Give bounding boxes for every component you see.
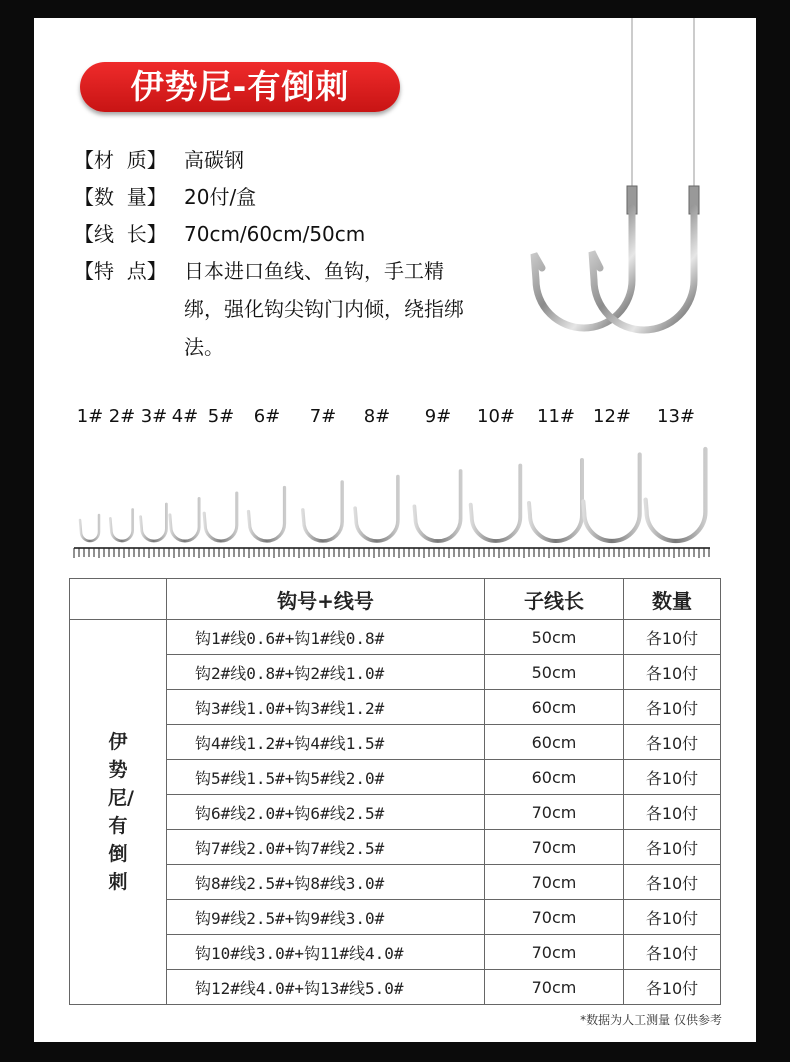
header-spec: 钩号+线号: [167, 579, 485, 620]
cell-qty: 各10付: [624, 795, 721, 830]
cell-spec: 钩10#线3.0#+钩11#线4.0#: [167, 935, 485, 970]
spec-key: 【特 点】: [74, 259, 167, 283]
size-label: 9#: [424, 406, 452, 427]
hooks-and-ruler: [34, 398, 756, 558]
spec-key: 【线 长】: [74, 222, 167, 246]
footnote: *数据为人工测量 仅供参考: [580, 1013, 722, 1027]
size-label: 11#: [537, 406, 575, 427]
cell-qty: 各10付: [624, 900, 721, 935]
table-row: [70, 935, 721, 970]
spec-key: 【数 量】: [74, 185, 167, 209]
hook-shape: [355, 477, 398, 542]
model-cell: [70, 620, 167, 1005]
hook-shape: [646, 449, 706, 541]
table-row: [70, 760, 721, 795]
size-label: 1#: [76, 406, 104, 427]
table-row: [70, 830, 721, 865]
spec-list: [74, 146, 474, 359]
size-label: 4#: [171, 406, 199, 427]
hook-shape: [414, 471, 460, 541]
size-label: 5#: [207, 406, 235, 427]
table-row: [70, 865, 721, 900]
cell-length: 70cm: [485, 795, 624, 830]
cell-length: 50cm: [485, 655, 624, 690]
hook-shape: [249, 488, 285, 542]
cell-qty: 各10付: [624, 620, 721, 655]
table-corner: [70, 579, 167, 620]
size-label: 6#: [253, 406, 281, 427]
cell-length: 70cm: [485, 970, 624, 1005]
cell-qty: 各10付: [624, 655, 721, 690]
table-row: [70, 725, 721, 760]
hook-illustration: [514, 18, 754, 358]
table-row: [70, 970, 721, 1005]
size-label: 3#: [140, 406, 168, 427]
cell-qty: 各10付: [624, 970, 721, 1005]
product-card: [34, 18, 756, 1042]
spec-value: 日本进口鱼线、鱼钩，手工精绑，强化钩尖钩门内倾，绕指绑法。: [184, 259, 464, 359]
hook-shape: [170, 499, 199, 542]
spec-key: 【材 质】: [74, 148, 167, 172]
hook-shape: [204, 493, 237, 541]
table-row: [70, 900, 721, 935]
cell-spec: 钩9#线2.5#+钩9#线3.0#: [167, 900, 485, 935]
cell-qty: 各10付: [624, 865, 721, 900]
cell-length: 70cm: [485, 900, 624, 935]
hook-shape: [303, 482, 342, 541]
cell-spec: 钩6#线2.0#+钩6#线2.5#: [167, 795, 485, 830]
hook-shape: [110, 510, 132, 541]
size-label: 12#: [593, 406, 631, 427]
hook-size-chart: [34, 398, 756, 558]
table-row: [70, 690, 721, 725]
size-label: 13#: [657, 406, 695, 427]
hook-shape: [583, 455, 639, 542]
header-qty: 数量: [624, 579, 721, 620]
spec-value: 高碳钢: [184, 148, 244, 172]
cell-spec: 钩3#线1.0#+钩3#线1.2#: [167, 690, 485, 725]
model-name: 伊势尼/有倒刺: [108, 731, 134, 893]
cell-qty: 各10付: [624, 690, 721, 725]
cell-spec: 钩4#线1.2#+钩4#线1.5#: [167, 725, 485, 760]
hook-shape: [80, 515, 99, 541]
cell-length: 60cm: [485, 725, 624, 760]
hook-shape: [141, 504, 167, 541]
cell-length: 70cm: [485, 865, 624, 900]
cell-spec: 钩5#线1.5#+钩5#线2.0#: [167, 760, 485, 795]
cell-spec: 钩12#线4.0#+钩13#线5.0#: [167, 970, 485, 1005]
cell-length: 50cm: [485, 620, 624, 655]
size-label: 8#: [363, 406, 391, 427]
cell-qty: 各10付: [624, 725, 721, 760]
title-banner: 伊势尼-有倒刺: [80, 62, 400, 112]
hook-shape: [471, 466, 521, 542]
cell-length: 70cm: [485, 830, 624, 865]
size-label: 7#: [309, 406, 337, 427]
cell-length: 70cm: [485, 935, 624, 970]
cell-spec: 钩8#线2.5#+钩8#线3.0#: [167, 865, 485, 900]
header-length: 子线长: [485, 579, 624, 620]
spec-table: [69, 578, 721, 1005]
cell-length: 60cm: [485, 690, 624, 725]
size-label: 2#: [108, 406, 136, 427]
hook-shape: [529, 460, 582, 541]
table-row: [70, 795, 721, 830]
spec-value: 20付/盒: [184, 185, 257, 209]
table-row: [70, 655, 721, 690]
cell-length: 60cm: [485, 760, 624, 795]
cell-spec: 钩2#线0.8#+钩2#线1.0#: [167, 655, 485, 690]
cell-qty: 各10付: [624, 830, 721, 865]
cell-qty: 各10付: [624, 760, 721, 795]
cell-spec: 钩1#线0.6#+钩1#线0.8#: [167, 620, 485, 655]
cell-qty: 各10付: [624, 935, 721, 970]
cell-spec: 钩7#线2.0#+钩7#线2.5#: [167, 830, 485, 865]
spec-value: 70cm/60cm/50cm: [184, 222, 366, 246]
table-row: [70, 620, 721, 655]
size-label: 10#: [477, 406, 515, 427]
spec-row-features: [74, 257, 474, 359]
